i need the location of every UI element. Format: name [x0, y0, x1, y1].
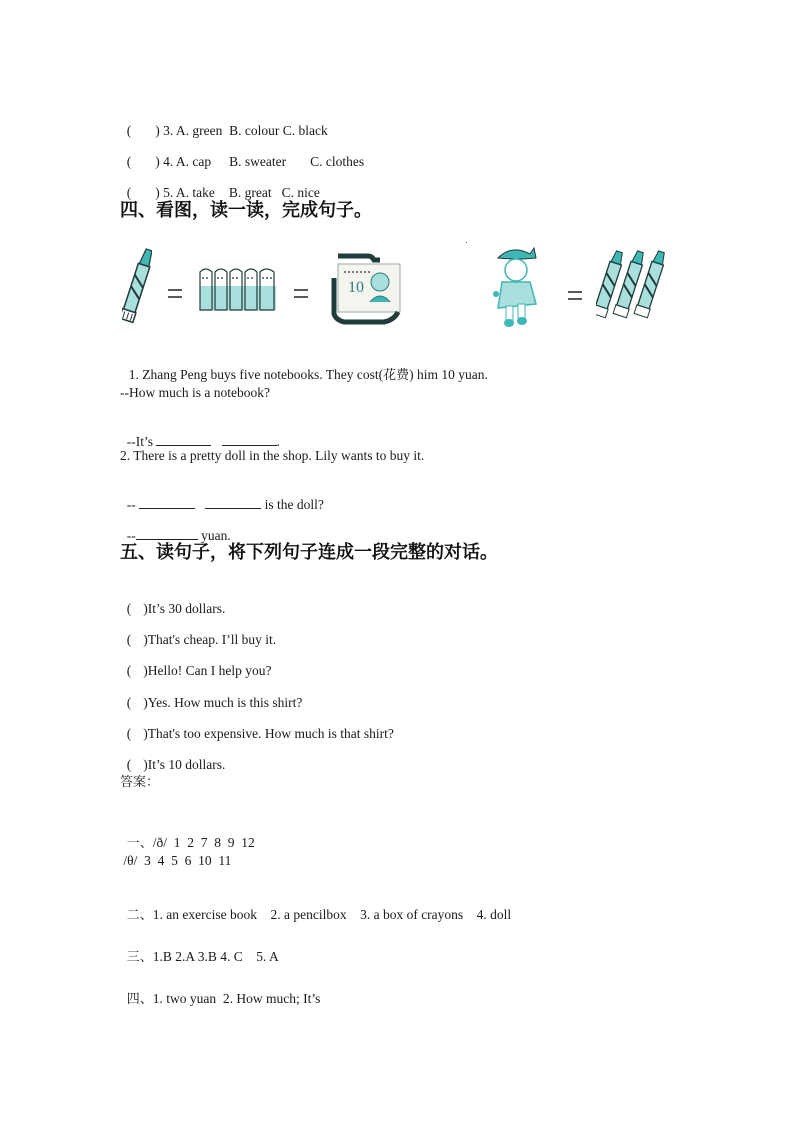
- dialogue-item: ( )It’s 10 dollars.: [126, 757, 226, 772]
- dialogue-item: ( )It’s 30 dollars.: [126, 601, 226, 616]
- five-notebooks-icon: [198, 264, 278, 314]
- equals-sign: [568, 291, 582, 300]
- answer-3: 三、1.B 2.A 3.B 4. C 5. A: [126, 949, 279, 965]
- q2-question-line: -- is the doll?: [126, 497, 324, 512]
- fill-blank-input[interactable]: [205, 496, 261, 509]
- option-a: A. cap: [175, 154, 212, 169]
- answer-paren-open[interactable]: (: [126, 154, 132, 169]
- answer-paren-open[interactable]: (: [126, 185, 132, 200]
- q1-answer-line: --It’s .: [126, 434, 280, 449]
- option-b: B. sweater: [229, 154, 287, 169]
- q2-answer-line: -- yuan.: [126, 528, 231, 543]
- fill-blank-input[interactable]: [156, 433, 211, 446]
- option-b: B. colour: [229, 123, 280, 138]
- fill-blank-input[interactable]: [222, 433, 277, 446]
- three-crayons-icon: [596, 248, 668, 326]
- answer-4: 四、1. two yuan 2. How much; It’s: [126, 991, 321, 1007]
- choice-row-4: ( ) 4. A. cap B. sweater C. clothes: [126, 154, 365, 169]
- q1-question: --How much is a notebook?: [120, 385, 270, 400]
- fill-blank-input[interactable]: [136, 527, 198, 540]
- crayon-icon: [122, 246, 152, 328]
- dialogue-item: ( )Hello! Can I help you?: [126, 663, 272, 678]
- doll-icon: [490, 244, 542, 332]
- choice-row-5: ( ) 5. A. take B. great C. nice: [126, 185, 320, 200]
- equals-sign: [168, 289, 182, 298]
- option-c: C. black: [282, 123, 328, 138]
- option-a: A. take: [175, 185, 215, 200]
- section-5-heading: 五、读句子，将下列句子连成一段完整的对话。: [120, 542, 498, 563]
- q1-prompt: 1. Zhang Peng buys five notebooks. They cost(花费) him 10 yuan.: [128, 367, 488, 383]
- dialogue-item: ( )That's cheap. I’ll buy it.: [126, 632, 277, 647]
- option-a: A. green: [175, 123, 223, 138]
- section-4-heading: 四、看图，读一读，完成句子。: [120, 200, 372, 221]
- answer-2: 二、1. an exercise book 2. a pencilbox 3. a box of crayons 4. doll: [126, 907, 512, 923]
- choice-row-3: ( ) 3. A. green B. colour C. black: [126, 123, 328, 138]
- order-paren-open[interactable]: (: [126, 695, 132, 710]
- fill-blank-input[interactable]: [139, 496, 195, 509]
- dialogue-item: ( )Yes. How much is this shirt?: [126, 695, 303, 710]
- option-b: B. great: [228, 185, 272, 200]
- answer-paren-open[interactable]: (: [126, 123, 132, 138]
- option-c: C. clothes: [310, 154, 365, 169]
- order-paren-open[interactable]: (: [126, 632, 132, 647]
- order-paren-open[interactable]: (: [126, 663, 132, 678]
- answer-1-line-2: /θ/ 3 4 5 6 10 11: [120, 853, 232, 868]
- equals-sign: [294, 289, 308, 298]
- order-paren-open[interactable]: (: [126, 757, 132, 772]
- ten-yuan-banknote-icon: [328, 248, 408, 328]
- dialogue-item: ( )That's too expensive. How much is that shirt?: [126, 726, 394, 741]
- q2-prompt: 2. There is a pretty doll in the shop. Lily wants to buy it.: [120, 448, 425, 463]
- answers-label: 答案：: [120, 775, 160, 790]
- option-c: C. nice: [281, 185, 320, 200]
- order-paren-open[interactable]: (: [126, 726, 132, 741]
- svg-text:10: 10: [348, 279, 364, 296]
- order-paren-open[interactable]: (: [126, 601, 132, 616]
- answer-1-line-1: 一、/ð/ 1 2 7 8 9 12: [126, 835, 255, 851]
- picture-equation-row: [118, 240, 678, 335]
